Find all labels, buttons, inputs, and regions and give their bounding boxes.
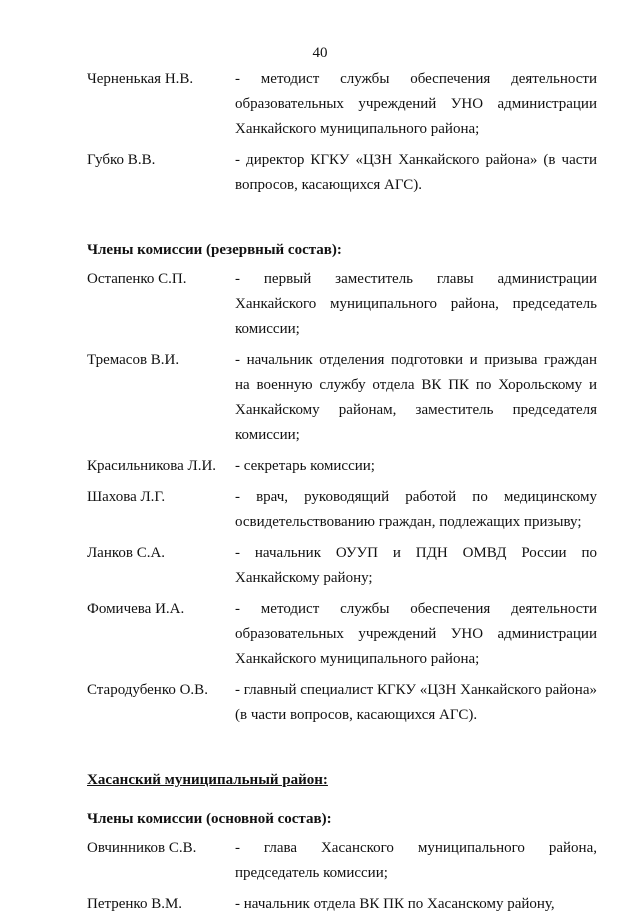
member-entry (87, 348, 597, 448)
member-name: Губко В.В. (87, 152, 156, 168)
member-entry (87, 836, 597, 886)
member-name: Шахова Л.Г. (87, 489, 166, 505)
member-role: - секретарь комиссии; (235, 458, 375, 474)
member-entry (87, 678, 597, 728)
member-entry (87, 485, 597, 535)
member-name: Овчинников С.В. (87, 840, 197, 856)
section-heading-main: Члены комиссии (основной состав): (87, 811, 332, 827)
member-role: - начальник отделения подготовки и призыва граждан на военную службу отдела ВК ПК по Хорольскому и Ханкайскому районам, заместитель председателя комиссии; (235, 352, 597, 443)
member-role: - методист службы обеспечения деятельности образовательных учреждений УНО администрации Ханкайского муниципального района; (235, 71, 597, 137)
member-name: Ланков С.А. (87, 545, 166, 561)
member-name: Фомичева И.А. (87, 601, 185, 617)
member-entry (87, 541, 597, 591)
member-name: Петренко В.М. (87, 896, 183, 912)
member-role: - главный специалист КГКУ «ЦЗН Ханкайского района» (в части вопросов, касающихся АГС). (235, 682, 597, 723)
member-entry (87, 267, 597, 342)
member-name: Остапенко С.П. (87, 271, 187, 287)
member-role: - начальник ОУУП и ПДН ОМВД России по Ханкайскому району; (235, 545, 597, 586)
page-number: 40 (312, 45, 328, 61)
member-role: - начальник отдела ВК ПК по Хасанскому району, (235, 896, 555, 912)
member-role: - первый заместитель главы администрации Ханкайского муниципального района, председатель комиссии; (235, 271, 597, 337)
document-body (87, 67, 597, 923)
member-entry (87, 148, 597, 198)
member-entry (87, 454, 597, 479)
district-heading: Хасанский муниципальный район: (87, 772, 328, 788)
member-role: - глава Хасанского муниципального района, председатель комиссии; (235, 840, 597, 881)
member-role: - врач, руководящий работой по медицинскому освидетельствованию граждан, подлежащих призыву; (235, 489, 597, 530)
member-role: - директор КГКУ «ЦЗН Ханкайского района» (в части вопросов, касающихся АГС). (235, 152, 597, 193)
member-entry (87, 597, 597, 672)
member-role: - методист службы обеспечения деятельности образовательных учреждений УНО администрации Ханкайского муниципального района; (235, 601, 597, 667)
section-heading-reserve: Члены комиссии (резервный состав): (87, 242, 342, 258)
member-name: Стародубенко О.В. (87, 682, 208, 698)
member-name: Тремасов В.И. (87, 352, 180, 368)
member-entry (87, 67, 597, 142)
member-name: Красильникова Л.И. (87, 458, 217, 474)
member-name: Черненькая Н.В. (87, 71, 194, 87)
